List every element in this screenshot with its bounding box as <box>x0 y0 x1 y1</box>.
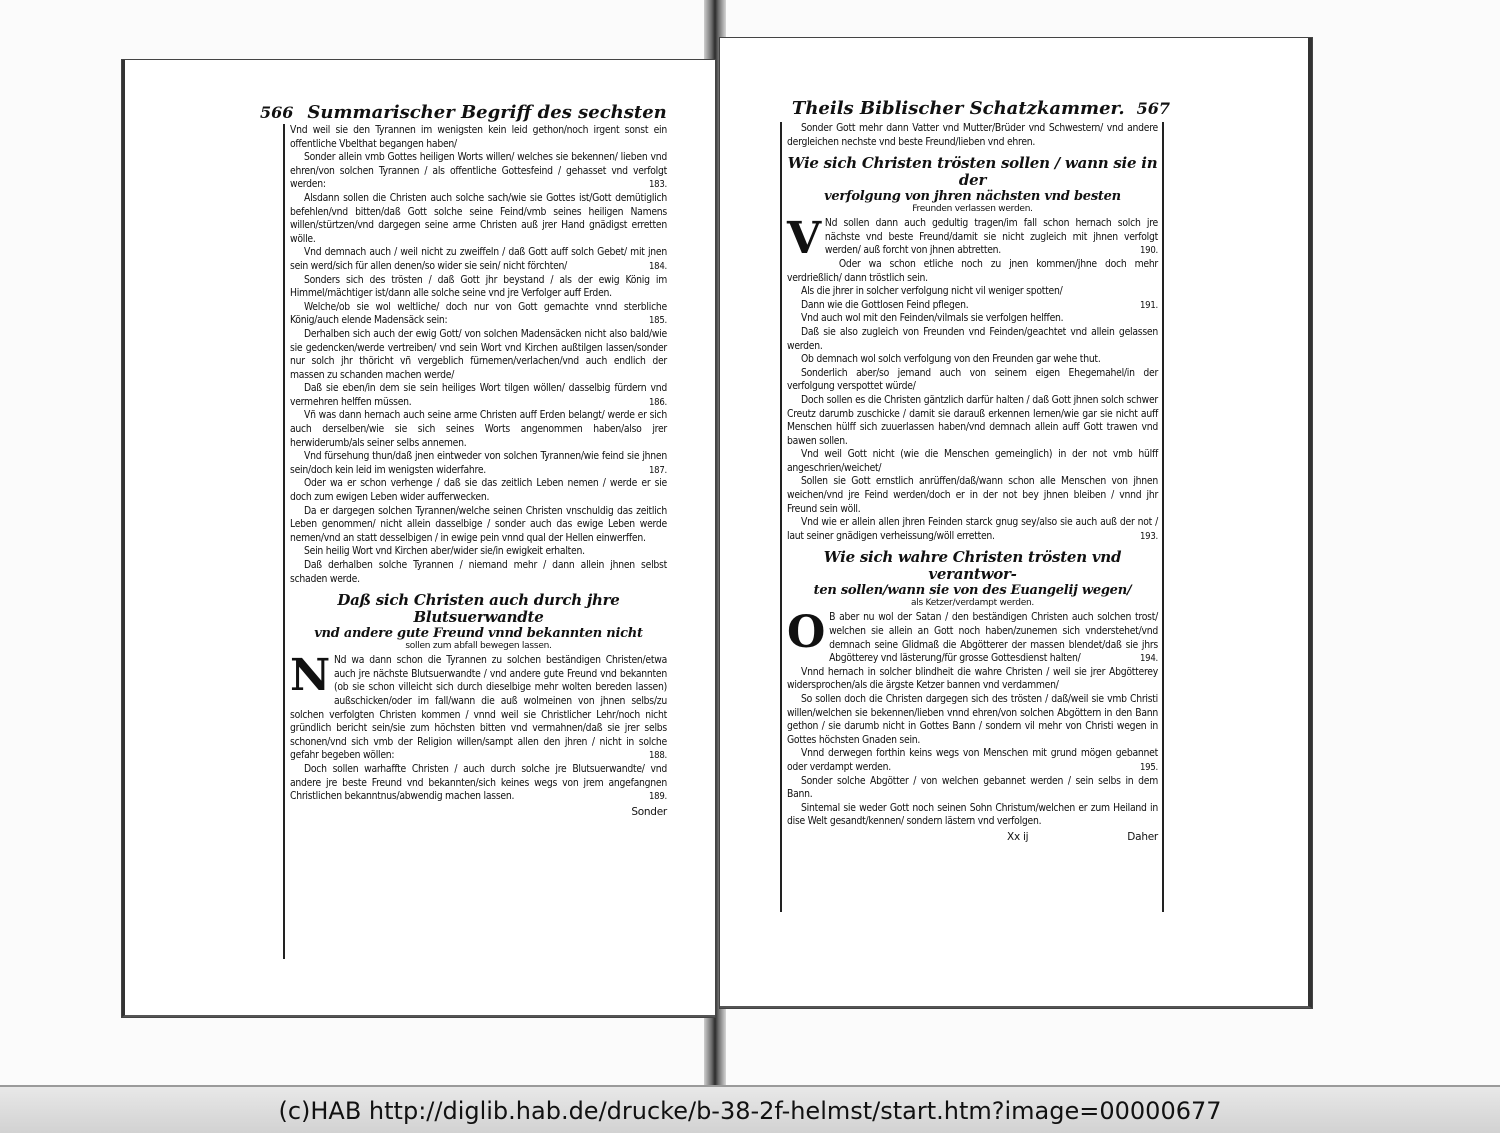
verse-number: 195. <box>1139 761 1158 773</box>
paragraph <box>787 693 1158 747</box>
paragraph-text: Welche/ob sie wol weltliche/ doch nur von Gott gemachte vnnd sterbliche König/auch elende Madensäck sein: <box>290 300 667 327</box>
catchword: Daher <box>1127 830 1158 843</box>
left-text-column <box>283 124 671 959</box>
heading-line: verfolgung von jhren nächsten vnd besten <box>824 189 1121 205</box>
paragraph-text: Sonder solche Abgötter / von welchen gebannet werden / sein selbs in dem Bann. <box>787 774 1158 801</box>
right-page-number: 567 <box>1136 99 1170 118</box>
verse-number: 183. <box>648 179 667 191</box>
initial-paragraph-block <box>290 650 667 804</box>
verse-number: 187. <box>648 464 667 476</box>
paragraph <box>290 545 667 559</box>
heading-line: Wie sich wahre Christen trösten vnd verantwor- <box>823 548 1122 584</box>
paragraph-text: Vnd fürsehung thun/daß jnen eintweder von solchen Tyrannen/wie feind sie jhnen sein/doch kein leid im wenigsten widerfahre. <box>290 450 667 476</box>
right-running-head <box>780 98 1170 120</box>
left-running-title: Summarischer Begriff des sechsten <box>307 102 667 123</box>
paragraph-text: Oder wa er schon verhenge / daß sie das zeitlich Leben nemen / werde er sie doch zum ewigen Leben wider aufferwecken. <box>290 477 667 504</box>
paragraph <box>787 353 1158 367</box>
paragraph-text: Vnnd hernach in solcher blindheit die wahre Christen / weil sie jrer Abgötterey widersprochen/als die ärgste Ketzer bannen vnd verdammen/ <box>787 665 1158 692</box>
paragraph <box>787 213 1158 265</box>
left-page-footer <box>290 806 667 820</box>
paragraph <box>787 607 1158 665</box>
verse-number: 189. <box>648 791 667 803</box>
paragraph-text: Vnd wie er allein allen jhren Feinden starck gnug sey/also sie auch auß der not / laut seiner gnädigen verheissung/wöll erretten. <box>787 516 1158 542</box>
paragraph-text: Sintemal sie weder Gott noch seinen Sohn Christum/welchen er zum Heiland in dise Welt gesandt/kennen/ sondern lästern vnd verfolgen. <box>787 801 1158 828</box>
paragraph-text: Doch sollen warhaffte Christen / auch durch solche jre Blutsuerwandte/ vnd andere jre beste Freund vnd bekannten/sich keines wegs von jrem angefangnen Christlichen bekanntnus/abwendig machen lassen. <box>290 762 667 803</box>
paragraph <box>290 409 667 450</box>
paragraph-text: Nd wa dann schon die Tyrannen zu solchen beständigen Christen/etwa auch jre nächste Blutsuerwandte / vnd andere gute Freund vnd bekannten (ob sie schon villeicht sich durch dieselbige mehr wolten bereden lassen) außschicken/oder im fall/wann die auß wolmeinen von jhnen selbs/zu solchen verfolgten Christen kommen / vnnd weil sie Christlicher Lehr/noch nicht gründlich bericht sein/sie zum höchsten bitten vnd vermahnen/daß sie jrer selbs schonen/vnd sich vmb der Religion willen/sampt allen den jhren / nicht in solche gefahr begeben wöllen: <box>290 654 667 762</box>
left-page <box>122 60 715 1017</box>
paragraph <box>290 382 667 409</box>
paragraph-text: B aber nu wol der Satan / den beständigen Christen auch solchen trost/ welchen sie allein an Gott noch haben/zunemen sich vnderstehet/vnd demnach seine Glidmaß die Abgötterer der massen blendet/daß sie jhrs Abgötterey vnd lästerung/für grosse Gottesdienst halten/ <box>829 611 1158 665</box>
right-page <box>720 38 1312 1008</box>
paragraph-text: Vnd auch wol mit den Feinden/vilmals sie verfolgen helffen. <box>801 312 1064 325</box>
paragraph <box>290 151 667 192</box>
paragraph <box>787 516 1158 543</box>
paragraph <box>787 475 1158 516</box>
paragraph <box>290 246 667 273</box>
catchword: Sonder <box>631 805 667 818</box>
section-heading <box>787 549 1158 609</box>
verse-number: 190. <box>1139 245 1158 257</box>
right-running-title: Theils Biblischer Schatzkammer. <box>791 98 1125 119</box>
initial-paragraph-block <box>787 607 1158 829</box>
drop-initial: N <box>290 650 330 702</box>
verse-number: 186. <box>648 396 667 408</box>
paragraph-text: Sonders sich des trösten / daß Gott jhr beystand / als der ewig König im Himmel/mächtiger ist/dann alle solche seine vnd jre Verfolger auff Erden. <box>290 273 667 300</box>
paragraph <box>787 285 1158 299</box>
verse-number: 184. <box>648 260 667 272</box>
paragraph-text: Nd sollen dann auch gedultig tragen/im fall schon hernach solch jre nächste vnd beste Freund/damit sie nicht zugleich mit jhnen verfolgt werden/ auß forcht von jhnen abtretten. <box>824 217 1158 257</box>
paragraph <box>787 258 1158 285</box>
paragraph <box>787 802 1158 829</box>
paragraph <box>290 763 667 804</box>
heading-subline: Freunden verlassen werden. <box>912 204 1033 215</box>
paragraph <box>787 299 1158 313</box>
paragraph <box>290 274 667 301</box>
paragraph <box>290 124 667 151</box>
right-text-column <box>780 122 1164 912</box>
heading-subline: als Ketzer/verdampt werden. <box>910 598 1035 609</box>
paragraph <box>290 328 667 382</box>
paragraph <box>787 448 1158 475</box>
verse-number: 193. <box>1139 530 1158 542</box>
paragraph-text: Als die jhrer in solcher verfolgung nicht vil weniger spotten/ <box>801 285 1063 298</box>
paragraph-text: Da er dargegen solchen Tyrannen/welche seinen Christen vnschuldig das zeitlich Leben genommen/ nicht allein dasselbige / sonder auch das ewige Leben werde nemen/vnd an statt desselbigen / in ewige pein vnnd qual der Hellen einwerffen. <box>290 504 667 544</box>
left-running-head <box>260 102 670 124</box>
drop-initial: V <box>787 213 821 265</box>
right-body-text <box>782 122 1162 845</box>
paragraph-text: Oder wa schon etliche noch zu jnen kommen/jhne doch mehr verdrießlich/ dann tröstlich sein. <box>787 257 1158 284</box>
paragraph <box>290 477 667 504</box>
paragraph-text: Sonder allein vmb Gottes heiligen Worts willen/ welches sie bekennen/ lieben vnd ehren/von solchen Tyrannen / als offentliche Gottesfeind / gehasset vnd verfolgt werden: <box>290 151 667 191</box>
paragraph-text: Sein heilig Wort vnd Kirchen aber/wider sie/in ewigkeit erhalten. <box>304 545 585 558</box>
paragraph-text: Daß derhalben solche Tyrannen / niemand mehr / dann allein jhnen selbst schaden werde. <box>290 559 667 585</box>
paragraph <box>787 666 1158 693</box>
paragraph-text: Ob demnach wol solch verfolgung von den Freunden gar wehe thut. <box>801 353 1101 366</box>
paragraph-text: Vnd weil Gott nicht (wie die Menschen gemeinglich) in der not vmb hülff angeschrien/weichet/ <box>787 448 1158 474</box>
heading-line: ten sollen/wann sie von des Euangelij wegen/ <box>813 583 1132 599</box>
paragraph <box>787 394 1158 448</box>
paragraph <box>787 775 1158 802</box>
left-page-number: 566 <box>260 103 294 122</box>
paragraph <box>787 367 1158 394</box>
paragraph <box>787 312 1158 326</box>
paragraph <box>290 301 667 328</box>
signature-mark: Xx ij <box>1007 830 1029 843</box>
paragraph-text: Vnd weil sie den Tyrannen im wenigsten kein leid gethon/noch irgent sonst ein offentliche Vbelthat begangen haben/ <box>290 124 667 150</box>
verse-number: 191. <box>1139 299 1158 311</box>
section-heading <box>787 155 1158 215</box>
paragraph-text: Vnnd derwegen forthin keins wegs von Menschen mit grund mögen gebannet oder verdampt werden. <box>787 747 1158 773</box>
paragraph <box>290 505 667 546</box>
paragraph-text: Daß sie also zugleich von Freunden vnd Feinden/geachtet vnd allein gelassen werden. <box>787 325 1158 352</box>
verse-number: 185. <box>648 315 667 327</box>
paragraph-text: So sollen doch die Christen dargegen sich des trösten / daß/weil sie vmb Christi willen/welchen sie bekennen/lieben vnnd ehren/von solchen Abgöttern in den Bann gethon / sie darumb nicht in Gottes Bann / sondern vil mehr von Christi wegen in Gottes höchsten Gnaden sein. <box>787 693 1158 746</box>
left-body-text <box>285 124 671 819</box>
heading-subline: sollen zum abfall bewegen lassen. <box>405 641 552 652</box>
paragraph <box>290 192 667 246</box>
paragraph-text: Sonder Gott mehr dann Vatter vnd Mutter/Brüder vnd Schwestern/ vnd andere dergleichen nechste vnd beste Freund/lieben vnd ehren. <box>787 122 1158 148</box>
paragraph-text: Sonderlich aber/so jemand auch von seinem eigen Ehegemahel/in der verfolgung verspottet würde/ <box>787 366 1158 393</box>
source-caption: (c)HAB http://diglib.hab.de/drucke/b-38-2f-helmst/start.htm?image=00000677 <box>278 1097 1222 1125</box>
verse-number: 188. <box>648 750 667 762</box>
right-page-footer <box>787 831 1158 845</box>
paragraph-text: Dann wie die Gottlosen Feind pflegen. <box>801 298 969 311</box>
paragraph-text: Daß sie eben/in dem sie sein heiliges Wort tilgen wöllen/ dasselbig fürdern vnd vermehren helffen müssen. <box>290 382 667 408</box>
paragraph-text: Alsdann sollen die Christen auch solche sach/wie sie Gottes ist/Gott demütiglich befehlen/vnd bitten/daß Gott solche seine Feind/vmb seines heiligen Namens willen/stürtzen/vnd dargegen seine arme Christen auß jrer Hand gnädigst erretten wölle. <box>290 191 667 245</box>
paragraph <box>290 450 667 477</box>
paragraph <box>787 747 1158 774</box>
initial-paragraph-block <box>787 213 1158 543</box>
paragraph <box>787 122 1158 149</box>
paragraph <box>290 559 667 586</box>
paragraph-text: Vnd demnach auch / weil nicht zu zweiffeln / daß Gott auff solch Gebet/ mit jnen sein werd/sich für allen denen/so wider sie sein/ nicht förchten/ <box>290 246 667 272</box>
heading-line: vnd andere gute Freund vnnd bekannten nicht <box>314 626 643 642</box>
paragraph-text: Sollen sie Gott ernstlich anrüffen/daß/wann schon alle Menschen von jhnen weichen/vnd jre Feind werden/doch er in der not bey jhnen bleiben / vnnd jhr Freund sein wöll. <box>787 475 1158 515</box>
paragraph-text: Doch sollen es die Christen gäntzlich darfür halten / daß Gott jhnen solch schwer Creutz darumb zuschicke / damit sie darauß erkennen lernen/wie gar sie nicht auff Menschen hülff sich zuuerlassen haben/vnd demnach allein auff Gott trawen vnd bawen sollen. <box>787 393 1158 447</box>
paragraph <box>290 650 667 763</box>
heading-line: Wie sich Christen trösten sollen / wann sie in der <box>787 154 1158 190</box>
heading-line: Daß sich Christen auch durch jhre Blutsuerwandte <box>337 591 620 627</box>
paragraph <box>787 326 1158 353</box>
verse-number: 194. <box>1139 653 1158 665</box>
paragraph-text: Vñ was dann hernach auch seine arme Christen auff Erden belangt/ werde er sich auch derselben/wie sie sich seines Worts angenommen haben/also jrer herwiderumb/als seiner selbs annemen. <box>290 409 667 449</box>
section-heading <box>290 592 667 652</box>
paragraph-text: Derhalben sich auch der ewig Gott/ von solchen Madensäcken nicht also bald/wie sie gedencken/werde vertreiben/ vnd sein Wort vnd Kirchen außtilgen lassen/sonder nur solch jhr thöricht vñ vergeblich fürnemen/verlachen/vnd auch endlich der massen zu schanden machen werde/ <box>290 327 667 381</box>
drop-initial: O <box>787 607 826 659</box>
